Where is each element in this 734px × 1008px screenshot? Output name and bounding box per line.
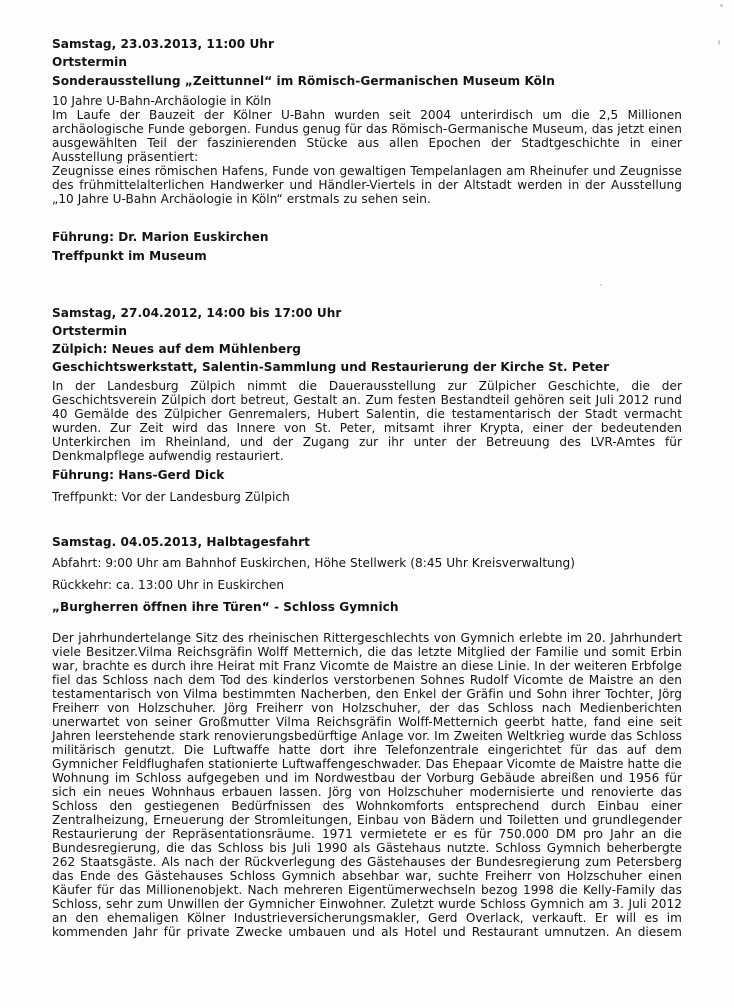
event3-body-line: Der jahrhundertelange Sitz des rheinischen Rittergeschlechts von Gymnich erlebte im 20. Jahrhundert — [52, 631, 682, 645]
scan-mark — [720, 4, 723, 7]
event3-body-line: Zentralheizung, Erneuerung der Stromleitungen, Einbau von Bädern und Toiletten und grundlegender — [52, 813, 682, 827]
event2-body-line: wurden. Zur Zeit wird das Innere von St. Peter, mitsamt ihrer Krypta, einer der bedeutenden — [52, 421, 682, 435]
event2-body-line: Unterkirchen im Rheinland, und der Zugang zur ihr unter der Betreuung des LVR-Amtes für — [52, 435, 682, 449]
event1-kind: Ortstermin — [52, 55, 128, 69]
event3-body-line: fiel das Schloss nach dem Tod des kinderlos verstorbenen Sohnes Rudolf Vicomte de Maistre an den — [52, 673, 682, 687]
event2-date: Samstag, 27.04.2012, 14:00 bis 17:00 Uhr — [52, 306, 342, 320]
event3-body-line: unerwartet von seiner Großmutter Vilma Reichsgräfin Wolff-Metternich geerbt hatte, fand eine seit — [52, 715, 682, 729]
event3-body-line: Restaurierung der Repräsentationsräume. 1971 vermietete er es für 750.000 DM pro Jahr an die — [52, 827, 682, 841]
event2-body-line: Denkmalpflege aufwendig restauriert. — [52, 449, 284, 463]
event3-body-line: militärisch genutzt. Die Luftwaffe hatte dort ihre Telefonzentrale eingerichtet für das auf dem — [52, 743, 682, 757]
event1-body-line: Ausstellung präsentiert: — [52, 150, 199, 164]
event1-body-line: 10 Jahre U-Bahn-Archäologie in Köln — [52, 94, 272, 108]
event3-body-line: Freiherr von Holzschuher. Jörg Freiherr von Holzschuher, der das Schloss nach Medienberichten — [52, 701, 682, 715]
event3-body-line: an den ehemaligen Kölner Industrieversicherungsmakler, Gerd Overlack, verkauft. Er will es im — [52, 911, 682, 925]
event1-meeting: Treffpunkt im Museum — [52, 249, 207, 263]
event2-body-line: In der Landesburg Zülpich nimmt die Dauerausstellung zur Zülpicher Geschichte, die der — [52, 379, 682, 393]
event3-departure: Abfahrt: 9:00 Uhr am Bahnhof Euskirchen, Höhe Stellwerk (8:45 Uhr Kreisverwaltung) — [52, 556, 576, 570]
event3-body-line: Schloss den gestiegenen Bedürfnissen des Wohnkomforts entsprechend durch Einbau einer — [52, 799, 682, 813]
event3-body-line: das Ende des Gästehauses Schloss Gymnich absehbar war, suchte Freiherr von Holzschuher einen — [52, 869, 682, 883]
event3-body-line: war, brachte es durch ihre Heirat mit Franz Vicomte de Maistre an diese Linie. In der weiteren Erbfolge — [52, 659, 682, 673]
event3-body-line: testamentarisch von Vilma bestimmten Nacherben, den Enkel der Gräfin und Sohn ihrer Tochter, Jörg — [52, 687, 682, 701]
event2-kind: Ortstermin — [52, 324, 128, 338]
event3-body-line: Käufer für das Millionenobjekt. Nach mehreren Eigentümerwechseln bezog 1998 die Kelly-Family das — [52, 883, 682, 897]
scan-mark — [600, 284, 602, 286]
event2-meeting: Treffpunkt: Vor der Landesburg Zülpich — [52, 490, 290, 504]
event2-body-line: 40 Gemälde des Zülpicher Genremalers, Hubert Salentin, die testamentarisch der Stadt vermacht — [52, 407, 682, 421]
event3-body-line: Jahren leerstehende stark renovierungsbedürftige Anlage vor. Im Zweiten Weltkrieg wurde das Schloss — [52, 729, 682, 743]
event3-body-line: sich ein neues Wohnhaus erbauen lassen. Jörg von Holzschuher modernisierte und renovierte das — [52, 785, 682, 799]
event1-body-line: „10 Jahre U-Bahn Archäologie in Köln“ erstmals zu sehen sein. — [52, 192, 431, 206]
event1-title: Sonderausstellung „Zeittunnel“ im Römisch-Germanischen Museum Köln — [52, 74, 555, 88]
event2-title: Zülpich: Neues auf dem Mühlenberg — [52, 342, 301, 356]
event3-body-line: viele Besitzer.Vilma Reichsgräfin Wolff Metternich, die das letzte Mitglied der Familie und somit Erbin — [52, 645, 682, 659]
event1-body-line: ausgewählten Teil der faszinierenden Stücke aus allen Epochen der Stadtgeschichte in einer — [52, 136, 682, 150]
event3-body-line: 262 Staatsgäste. Als nach der Rückverlegung des Gästehauses der Bundesregierung zum Petersberg — [52, 855, 682, 869]
event1-date: Samstag, 23.03.2013, 11:00 Uhr — [52, 37, 274, 51]
event1-body-line: des frühmittelalterlichen Handwerker und Händler-Viertels in der Altstadt werden in der Ausstellung — [52, 178, 682, 192]
scan-mark — [718, 40, 720, 45]
event3-return: Rückkehr: ca. 13:00 Uhr in Euskirchen — [52, 578, 285, 592]
event1-body-line: archäologische Funde geborgen. Fundus genug für das Römisch-Germanische Museum, das jetzt einen — [52, 122, 682, 136]
event3-body-line: kommenden Jahr für private Zwecke umbauen und als Hotel und Restaurant umnutzen. An diesem — [52, 925, 682, 939]
event3-body-line: Bundesregierung, die das Schloss bis Juli 1990 als Gästehaus nutzte. Schloss Gymnich beherbergte — [52, 841, 682, 855]
event3-body-line: Wohnung im Schloss aufgegeben und im Nordwestbau der Vorburg Gebäude abreißen und 1956 für — [52, 771, 682, 785]
event1-body-line: Zeugnisse eines römischen Hafens, Funde von gewaltigen Tempelanlagen am Rheinufer und Zeugnisse — [52, 164, 682, 178]
event1-body-line: Im Laufe der Bauzeit der Kölner U-Bahn wurden seit 2004 unterirdisch um die 2,5 Millionen — [52, 108, 682, 122]
event3-body-line: Schloss, sehr zum Unwillen der Gymnicher Einwohner. Zuletzt wurde Schloss Gymnich am 3. Juli 2012 — [52, 897, 682, 911]
event3-body-line: Gymnicher Feldflughafen stationierte Luftwaffengeschwader. Das Ehepaar Vicomte de Maistre hatte die — [52, 757, 682, 771]
event1-guide: Führung: Dr. Marion Euskirchen — [52, 230, 269, 244]
event3-title: „Burgherren öffnen ihre Türen“ - Schloss Gymnich — [52, 600, 399, 614]
event2-guide: Führung: Hans-Gerd Dick — [52, 468, 225, 482]
event3-date: Samstag. 04.05.2013, Halbtagesfahrt — [52, 535, 310, 549]
event2-body-line: Geschichtsverein Zülpich dort betreut, Gestalt an. Zum festen Bestandteil gehören seit Juli 2012 rund — [52, 393, 682, 407]
event2-subtitle: Geschichtswerkstatt, Salentin-Sammlung und Restaurierung der Kirche St. Peter — [52, 360, 610, 374]
